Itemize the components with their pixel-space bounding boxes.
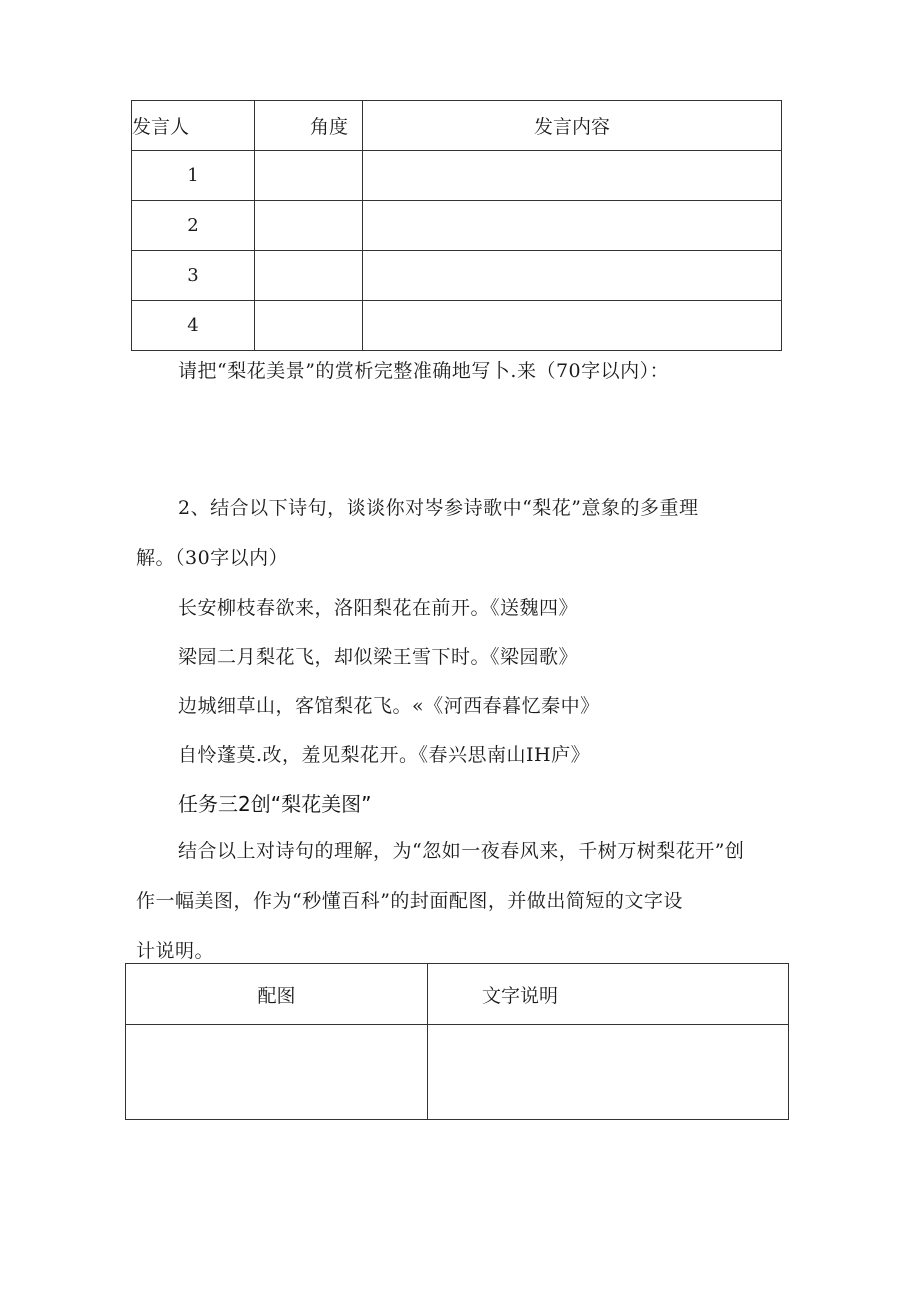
table-row — [132, 301, 782, 351]
header-speaker: 发言人 — [132, 101, 255, 151]
content-cell[interactable] — [363, 251, 782, 301]
content-cell[interactable] — [363, 201, 782, 251]
header-picture: 配图 — [126, 964, 428, 1025]
header-angle: 角度 — [255, 101, 363, 151]
header-text-description: 文字说明 — [428, 964, 789, 1025]
speaker-table — [131, 100, 782, 351]
content-cell[interactable] — [363, 151, 782, 201]
question-2-line-1: 2、结合以下诗句，谈谈你对岑参诗歌中“梨花”意象的多重理 — [178, 497, 699, 519]
table-row — [132, 251, 782, 301]
poem-line: 长安柳枝春欲来，洛阳梨花在前开。《送魏四》 — [178, 597, 579, 619]
poem-line: 边城细草山，客馆梨花飞。«《河西春暮忆秦中》 — [178, 695, 600, 717]
content-cell[interactable] — [363, 301, 782, 351]
task-3-line-1: 结合以上对诗句的理解，为“忽如一夜春风来，千树万树梨花开”创 — [178, 840, 745, 862]
angle-cell[interactable] — [255, 251, 363, 301]
row-number: 1 — [132, 151, 255, 201]
table-header-row — [126, 964, 789, 1025]
picture-table — [125, 963, 789, 1120]
poem-line: 自怜蓬莫.改，羞见梨花开。《春兴思南山IH庐》 — [178, 744, 591, 766]
poem-line: 梁园二月梨花飞，却似梁王雪下时。《梁园歌》 — [178, 646, 579, 668]
question-2-line-2: 解。（30字以内） — [136, 547, 289, 569]
task-3-line-2: 作一幅美图，作为“秒懂百科”的封面配图，并做出简短的文字设 — [136, 890, 683, 912]
angle-cell[interactable] — [255, 201, 363, 251]
row-number: 4 — [132, 301, 255, 351]
table-row — [126, 1025, 789, 1120]
task-3-title: 任务三2创“梨花美图” — [178, 792, 372, 816]
header-content: 发言内容 — [363, 101, 782, 151]
table-header-row — [132, 101, 782, 151]
task-3-line-3: 计说明。 — [136, 940, 215, 962]
row-number: 2 — [132, 201, 255, 251]
table-row — [132, 201, 782, 251]
picture-cell[interactable] — [126, 1025, 428, 1120]
angle-cell[interactable] — [255, 151, 363, 201]
prompt-pear-blossom-appreciation: 请把“梨花美景”的赏析完整准确地写卜.来（70字以内）： — [178, 360, 670, 382]
angle-cell[interactable] — [255, 301, 363, 351]
text-description-cell[interactable] — [428, 1025, 789, 1120]
row-number: 3 — [132, 251, 255, 301]
table-row — [132, 151, 782, 201]
